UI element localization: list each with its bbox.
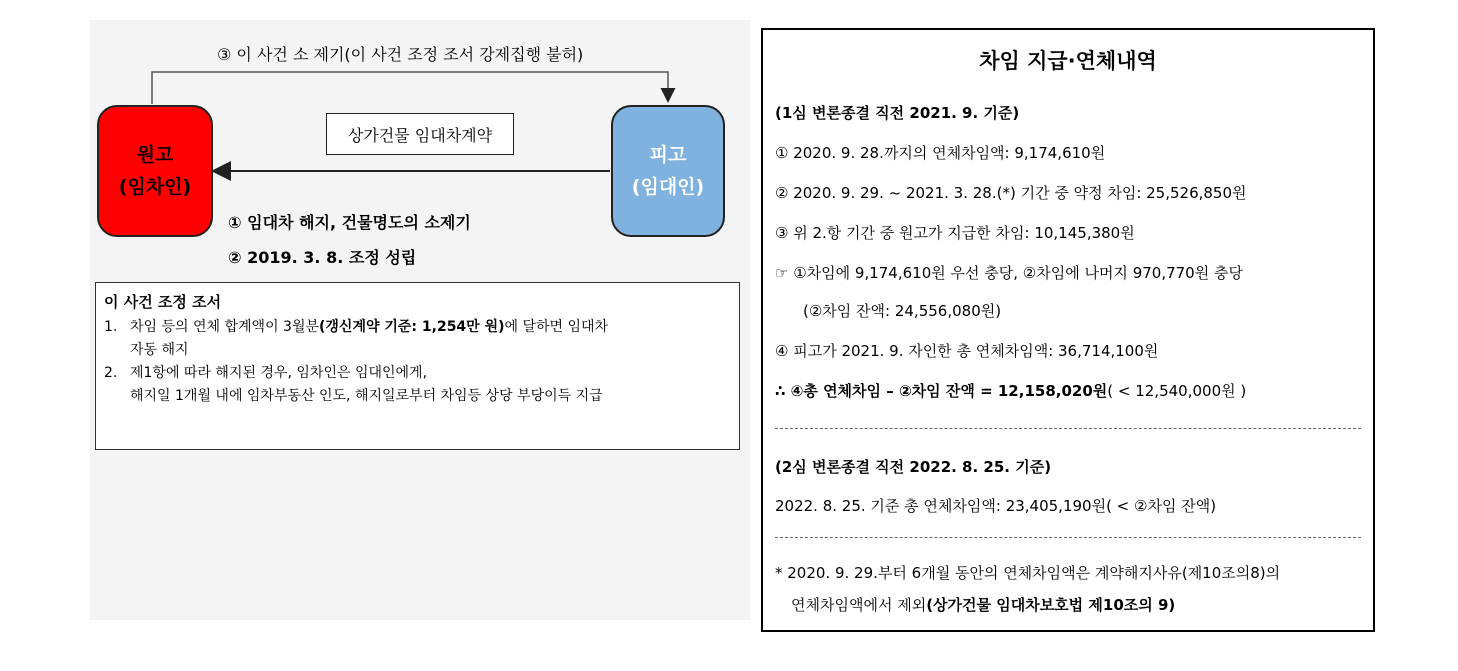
- rent-line-5: (②차임 잔액: 24,556,080원): [803, 302, 1002, 320]
- defendant-box: [611, 105, 725, 237]
- item-number: 1.: [104, 319, 118, 335]
- step2-label: ② 2019. 3. 8. 조정 성립: [228, 248, 417, 267]
- section1-heading: (1심 변론종결 직전 2021. 9. 기준): [775, 104, 1020, 122]
- section2-line: 2022. 8. 25. 기준 총 연체차임액: 23,405,190원( < ②차임 잔액): [775, 497, 1217, 515]
- settlement-item-1: [104, 316, 731, 362]
- item-text-a: 차임 등의 연체 합계액이 3월분: [130, 319, 319, 335]
- item-text-cont: 해지일 1개월 내에 임차부동산 인도, 해지일로부터 차임등 상당 부당이득 지급: [130, 388, 603, 404]
- footnote-line-2: [791, 594, 1175, 615]
- rent-line-3: ③ 위 2.항 기간 중 원고가 지급한 차임: 10,145,380원: [775, 224, 1135, 242]
- footnote-line-1: * 2020. 9. 29.부터 6개월 동안의 연체차임액은 계약해지사유(제10조의8)의: [775, 564, 1281, 582]
- section-divider: [775, 428, 1361, 429]
- step1-label: ① 임대차 해지, 건물명도의 소제기: [228, 213, 471, 232]
- plaintiff-role: (임차인): [118, 176, 192, 198]
- contract-box: [326, 113, 514, 155]
- section2-heading: (2심 변론종결 직전 2022. 8. 25. 기준): [775, 458, 1052, 476]
- item-text-b: 에 달하면 임대차: [504, 319, 609, 335]
- rent-line-6: ④ 피고가 2021. 9. 자인한 총 연체차임액: 36,714,100원: [775, 342, 1159, 360]
- item-number: 2.: [104, 365, 118, 381]
- conclusion-tail: ( < 12,540,000원 ): [1107, 382, 1247, 400]
- footnote-law-ref: (상가건물 임대차보호법 제10조의 9): [926, 596, 1176, 614]
- item-text-a: 제1항에 따라 해지된 경우, 임차인은 임대인에게,: [130, 365, 428, 381]
- conclusion-line: [775, 380, 1246, 401]
- plaintiff-title: 원고: [136, 144, 174, 166]
- conclusion-bold: ∴ ④총 연체차임 – ②차임 잔액 = 12,158,020원: [775, 382, 1108, 400]
- settlement-heading: 이 사건 조정 조서: [104, 293, 222, 311]
- defendant-role: (임대인): [631, 176, 705, 198]
- settlement-item-2: [104, 362, 731, 408]
- footnote-text: 연체차임액에서 제외: [791, 596, 927, 614]
- plaintiff-box: [97, 105, 213, 237]
- settlement-box: [95, 282, 740, 450]
- rent-line-2: ② 2020. 9. 29. ~ 2021. 3. 28.(*) 기간 중 약정 차임: 25,526,850원: [775, 184, 1247, 202]
- item-text-cont: 자동 해지: [130, 342, 189, 358]
- rent-line-4: ☞ ①차임에 9,174,610원 우선 충당, ②차임에 나머지 970,770원 충당: [775, 264, 1243, 282]
- defendant-title: 피고: [649, 144, 687, 166]
- section-divider: [775, 537, 1361, 538]
- item-text: [130, 316, 608, 362]
- top-arrow-label: ③ 이 사건 소 제기(이 사건 조정 조서 강제집행 불허): [217, 45, 584, 64]
- contract-label: 상가건물 임대차계약: [347, 125, 493, 145]
- item-text-bold: (갱신계약 기준: 1,254만 원): [319, 319, 505, 335]
- lawsuit-arrow: [152, 72, 668, 104]
- rent-summary-panel: [761, 28, 1375, 632]
- rent-panel-title: 차임 지급·연체내역: [979, 49, 1157, 73]
- rent-line-1: ① 2020. 9. 28.까지의 연체차임액: 9,174,610원: [775, 144, 1106, 162]
- item-text: [130, 362, 603, 408]
